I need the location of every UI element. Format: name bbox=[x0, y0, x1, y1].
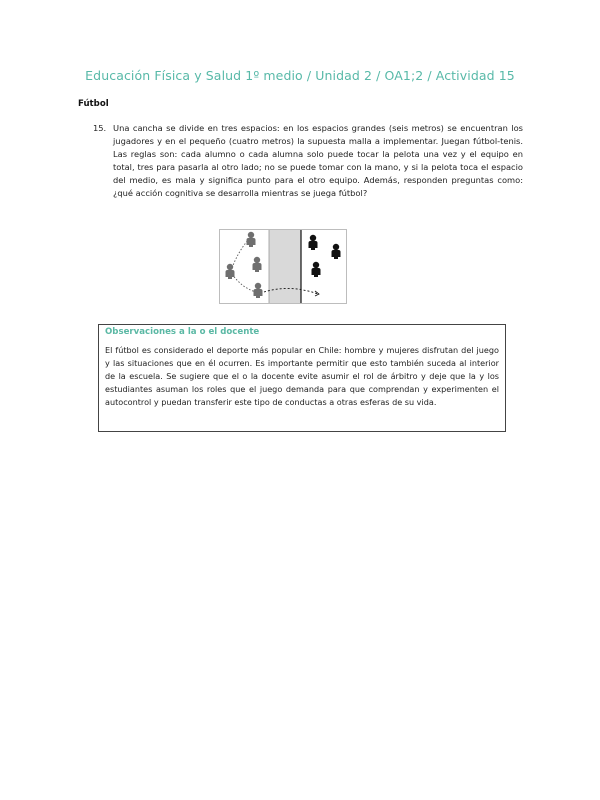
pass-line-2 bbox=[232, 274, 256, 292]
pass-line-1 bbox=[232, 240, 248, 268]
teacher-observations-box bbox=[98, 324, 506, 432]
activity-number: 15. bbox=[93, 123, 107, 133]
activity-item bbox=[93, 122, 523, 200]
middle-zone bbox=[269, 230, 301, 303]
observations-title: Observaciones a la o el docente bbox=[105, 327, 260, 337]
section-title: Fútbol bbox=[78, 99, 109, 109]
player-icon bbox=[254, 283, 263, 298]
field-diagram-svg bbox=[220, 230, 346, 303]
page-header: Educación Física y Salud 1º medio / Unidad 2 / OA1;2 / Actividad 15 bbox=[85, 68, 515, 83]
player-icon bbox=[312, 262, 321, 277]
player-icon bbox=[247, 232, 256, 247]
player-icon bbox=[309, 235, 318, 250]
player-icon bbox=[226, 264, 235, 279]
player-icon bbox=[253, 257, 262, 272]
observations-text: El fútbol es considerado el deporte más popular en Chile: hombre y mujeres disfrutan del juego y las situaciones que en él ocurren. Es importante permitir que esto también suceda al interior de la escuela. Se sugiere que el o la docente evite asumir el rol de árbitro y deje que la y los estudiantes asuman los roles que el juego demanda para que comprendan y experimenten el autocontrol y puedan transferir este tipo de conductas a otras esferas de su vida. bbox=[105, 345, 499, 407]
player-icon bbox=[332, 244, 341, 259]
field-diagram bbox=[219, 229, 347, 304]
activity-text: Una cancha se divide en tres espacios: en los espacios grandes (seis metros) se encuentran los jugadores y en el pequeño (cuatro metros) la supuesta malla a implementar. Juegan fútbol-tenis. Las reglas son: cada alumno o cada alumna solo puede tocar la pelota una vez y el equipo en total, tres para pasarla al otro lado; no se puede tomar con la mano, y si la pelota toca el espacio del medio, es mala y significa punto para el otro equipo. Además, responden preguntas como: ¿qué acción cognitiva se desarrolla mientras se juega fútbol? bbox=[113, 123, 523, 198]
